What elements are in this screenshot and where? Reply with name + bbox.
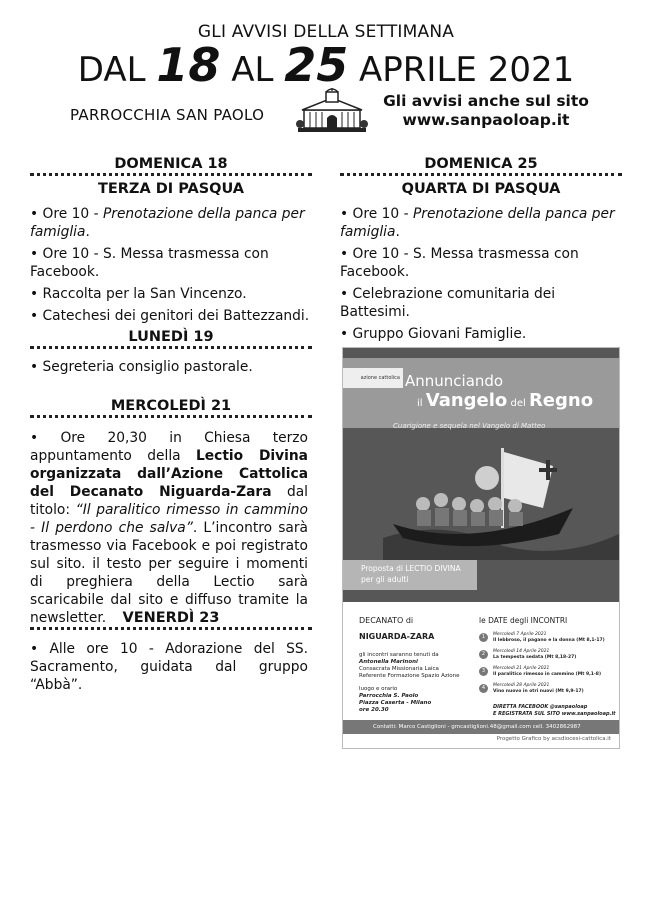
day-heading-monday19: LUNEDÌ 19 xyxy=(128,329,214,345)
date-label: Mercoledì 14 Aprile 2021 xyxy=(493,649,550,654)
dotted-divider xyxy=(30,627,312,630)
day-heading-wednesday21: MERCOLEDÌ 21 xyxy=(110,398,232,414)
day-from: 18 xyxy=(156,38,221,92)
incontri-info: gli incontri saranno tenuti da Antonella Marinoni Consacrata Missionaria Laica Referente Formazione Spazio Azione xyxy=(359,652,460,679)
date-number-icon: 2 xyxy=(479,650,488,659)
parish-name: PARROCCHIA SAN PAOLO xyxy=(70,106,265,124)
liturgy-title-left: TERZA DI PASQUA xyxy=(97,181,245,197)
month-year: APRILE 2021 xyxy=(359,50,575,90)
date-number-icon: 3 xyxy=(479,667,488,676)
date-number-icon: 4 xyxy=(479,684,488,693)
date-topic: Vino nuovo in otri nuovi (Mt 9,9-17) xyxy=(493,689,584,694)
poster-subtitle: Cuarigione e sequela nel Vangelo di Matteo xyxy=(393,422,546,430)
list-item: • Ore 10 - S. Messa trasmessa con Facebook. xyxy=(340,245,622,281)
list-item: • Celebrazione comunitaria dei Battesimi. xyxy=(340,285,622,321)
date-topic: Il paralitico rimesso in cammino (Mt 9,1-8) xyxy=(493,672,601,677)
list-item: • Raccolta per la San Vincenzo. xyxy=(30,285,310,303)
date-label: Mercoledì 7 Aprile 2021 xyxy=(493,632,547,637)
date-row xyxy=(479,683,615,700)
date-topic: La tempesta sedata (Mt 8,18-27) xyxy=(493,655,577,660)
sunday18-list xyxy=(30,205,310,329)
decanato-name: NIGUARDA-ZARA xyxy=(359,632,435,641)
date-row xyxy=(479,649,615,666)
day-to: 25 xyxy=(284,38,349,92)
wednesday21-text: • Ore 20,30 in Chiesa terzo appuntamento della Lectio Divina organizzata dall’Azione Cattolica del Decanato Niguarda-Zara dal titolo: “Il paralitico rimesso in cammino - Il perdono che salva”. L’incontro sarà trasmesso via Facebook e poi registrato sul sito. il testo per seguire i momenti di preghiera della Lectio sarà scaricabile dal sito e diffuso tramite la newsletter. xyxy=(30,429,308,627)
poster-credit: Progetto Grafico by acsdiocesi-cattolica.it xyxy=(496,736,611,742)
date-topic: Il lebbroso, il pagano e la donna (Mt 8,1-17) xyxy=(493,638,605,643)
al-label: AL xyxy=(231,50,274,90)
day-heading-sunday18: DOMENICA 18 xyxy=(114,156,228,172)
poster-illustration-area xyxy=(343,348,619,602)
boat-illustration-icon xyxy=(383,438,619,560)
dotted-divider xyxy=(340,173,622,176)
site-url[interactable]: www.sanpaoloap.it xyxy=(402,111,570,129)
poster-title-line1: Annunciando xyxy=(405,372,504,390)
site-note-line1: Gli avvisi anche sul sito xyxy=(383,92,589,110)
list-item: • Ore 10 - Prenotazione della panca per famiglia. xyxy=(30,205,310,241)
liturgy-title-right: QUARTA DI PASQUA xyxy=(401,181,561,197)
site-note xyxy=(372,92,600,130)
poster-title-line2: il Vangelo del Regno xyxy=(417,390,594,411)
decanato-label: DECANATO di xyxy=(359,616,414,625)
facebook-info: DIRETTA FACEBOOK @sanpaoloap E REGISTRATA SUL SITO www.sanpaoloap.it xyxy=(493,704,616,717)
header-title: GLI AVVISI DELLA SETTIMANA xyxy=(197,22,455,42)
date-row xyxy=(479,666,615,683)
list-item: • Segreteria consiglio pastorale. xyxy=(30,358,310,376)
azione-cattolica-logo: azione cattolica xyxy=(343,368,403,388)
lectio-divina-poster xyxy=(342,347,620,749)
date-label: Mercoledì 28 Aprile 2021 xyxy=(493,683,550,688)
dal-label: DAL xyxy=(77,50,146,90)
date-row xyxy=(479,632,615,649)
list-item: • Catechesi dei genitori dei Battezzandi. xyxy=(30,307,310,325)
dotted-divider xyxy=(30,346,312,349)
list-item: • Ore 10 - Prenotazione della panca per famiglia. xyxy=(340,205,622,241)
luogo-info: luogo e orario Parrocchia S. Paolo Piazza Caserta - Milano ore 20.30 xyxy=(359,686,432,713)
dotted-divider xyxy=(30,415,312,418)
church-logo-icon xyxy=(296,88,368,138)
dates-list xyxy=(479,632,615,700)
day-heading-sunday25: DOMENICA 25 xyxy=(424,156,538,172)
dotted-divider xyxy=(30,173,312,176)
date-number-icon: 1 xyxy=(479,633,488,642)
dates-title: le DATE degli INCONTRI xyxy=(479,616,568,625)
monday19-list xyxy=(30,358,310,380)
day-heading-friday23: VENERDÌ 23 xyxy=(122,610,220,626)
poster-contacts: Contatti: Marco Castiglioni - gmcastiglioni.48@gmail.com cell. 3402862987 xyxy=(343,720,619,734)
list-item: • Ore 10 - S. Messa trasmessa con Facebook. xyxy=(30,245,310,281)
date-range-heading xyxy=(0,38,652,93)
sunday25-list xyxy=(340,205,622,347)
friday23-text: • Alle ore 10 - Adorazione del SS. Sacramento, guidata dal gruppo “Abbà”. xyxy=(30,640,308,694)
list-item: • Gruppo Giovani Famiglie. xyxy=(340,325,622,343)
date-label: Mercoledì 21 Aprile 2021 xyxy=(493,666,550,671)
lectio-label: Proposta di LECTIO DIVINA per gli adulti xyxy=(343,560,477,590)
